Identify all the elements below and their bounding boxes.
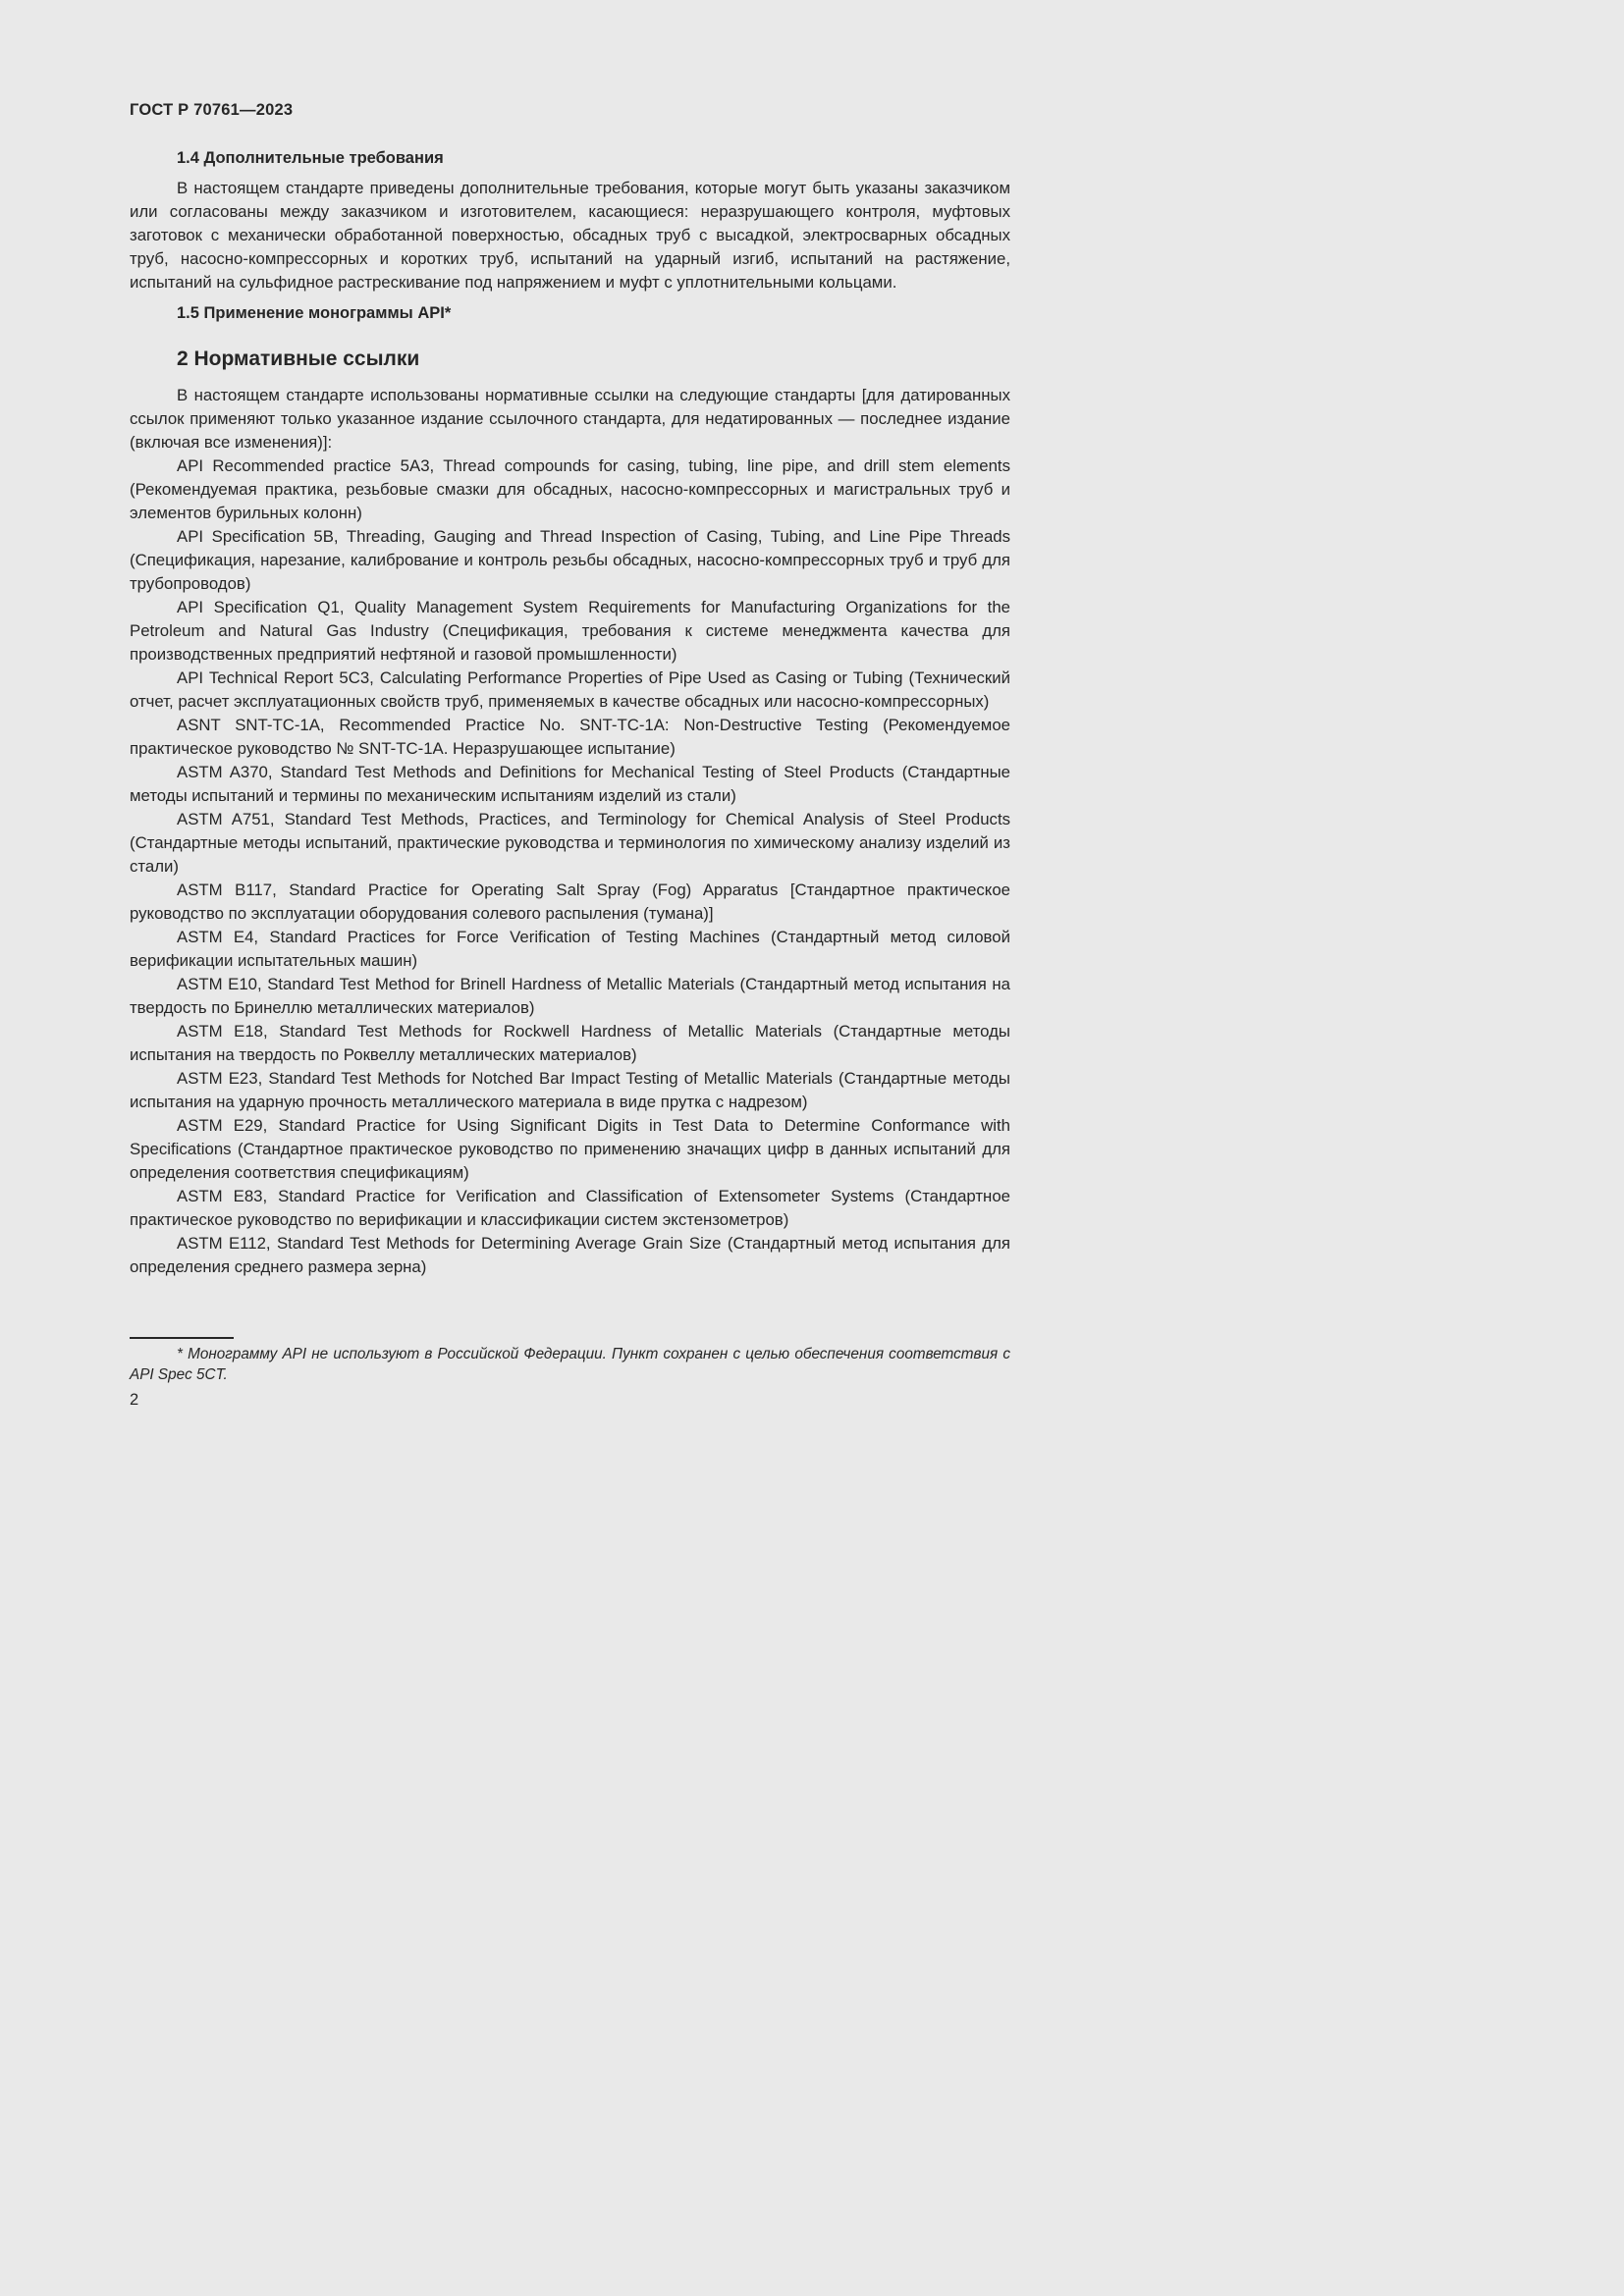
reference-item: API Technical Report 5C3, Calculating Performance Properties of Pipe Used as Casing or Tubing (Технический отчет, расчет эксплуатационных свойств труб, применяемых в качестве обсадных или насосно-компрессорных) [130, 668, 1010, 711]
page-number: 2 [130, 1391, 139, 1409]
reference-item: ASTM E4, Standard Practices for Force Verification of Testing Machines (Стандартный метод силовой верификации испытательных машин) [130, 928, 1010, 970]
section-1-4-heading: 1.4 Дополнительные требования [177, 149, 444, 167]
reference-item: ASTM E18, Standard Test Methods for Rockwell Hardness of Metallic Materials (Стандартные методы испытания на твердость по Роквеллу металлических материалов) [130, 1022, 1010, 1064]
standard-code-header: ГОСТ Р 70761—2023 [130, 101, 294, 119]
reference-item: API Specification Q1, Quality Management System Requirements for Manufacturing Organizations for the Petroleum and Natural Gas Industry (Спецификация, требования к системе менеджмента качества для производственных предприятий нефтяной и газовой промышленности) [130, 598, 1010, 664]
footnote [130, 1337, 1010, 1385]
section-1-4-text: В настоящем стандарте приведены дополнительные требования, которые могут быть указаны заказчиком или согласованы между заказчиком и изготовителем, касающиеся: неразрушающего контроля, муфтовых заготовок с механически обработанной поверхностью, обсадных труб с высадкой, электросварных обсадных труб, насосно-компрессорных и коротких труб, испытаний на ударный изгиб, испытаний на растяжение, испытаний на сульфидное растрескивание под напряжением и муфт с уплотнительными кольцами. [130, 179, 1010, 292]
document-page [130, 98, 1010, 1279]
footnote-separator [130, 1337, 234, 1339]
reference-item: ASTM A370, Standard Test Methods and Definitions for Mechanical Testing of Steel Products (Стандартные методы испытаний и термины по механическим испытаниям изделий из стали) [130, 763, 1010, 805]
footnote-text: * Монограмму API не используют в Российской Федерации. Пункт сохранен с целью обеспечения соответствия с API Spec 5CT. [130, 1346, 1010, 1383]
reference-item: ASTM E29, Standard Practice for Using Significant Digits in Test Data to Determine Conformance with Specifications (Стандартное практическое руководство по применению значащих цифр в данных испытаний для определения соответствия спецификациям) [130, 1116, 1010, 1182]
section-2-intro: В настоящем стандарте использованы нормативные ссылки на следующие стандарты [для датированных ссылок применяют только указанное издание ссылочного стандарта, для недатированных — последнее издание (включая все изменения)]: [130, 386, 1010, 452]
reference-item: API Recommended practice 5A3, Thread compounds for casing, tubing, line pipe, and drill stem elements (Рекомендуемая практика, резьбовые смазки для обсадных, насосно-компрессорных и магистральных труб и элементов бурильных колонн) [130, 456, 1010, 522]
section-1-5-heading: 1.5 Применение монограммы API* [177, 304, 452, 322]
reference-item: API Specification 5B, Threading, Gauging and Thread Inspection of Casing, Tubing, and Line Pipe Threads (Спецификация, нарезание, калибрование и контроль резьбы обсадных, насосно-компрессорных труб и труб для трубопроводов) [130, 527, 1010, 593]
reference-item: ASTM A751, Standard Test Methods, Practices, and Terminology for Chemical Analysis of Steel Products (Стандартные методы испытаний, практические руководства и терминология по химическому анализу изделий из стали) [130, 810, 1010, 876]
reference-item: ASTM B117, Standard Practice for Operating Salt Spray (Fog) Apparatus [Стандартное практическое руководство по эксплуатации оборудования солевого распыления (тумана)] [130, 881, 1010, 923]
reference-item: ASTM E23, Standard Test Methods for Notched Bar Impact Testing of Metallic Materials (Стандартные методы испытания на ударную прочность металлического материала в виде прутка с надрезом) [130, 1069, 1010, 1111]
reference-item: ASNT SNT-TC-1A, Recommended Practice No. SNT-TC-1A: Non-Destructive Testing (Рекомендуемое практическое руководство № SNT-TC-1A. Неразрушающее испытание) [130, 716, 1010, 758]
reference-item: ASTM E10, Standard Test Method for Brinell Hardness of Metallic Materials (Стандартный метод испытания на твердость по Бринеллю металлических материалов) [130, 975, 1010, 1017]
references-list [130, 454, 1010, 1279]
reference-item: ASTM E83, Standard Practice for Verification and Classification of Extensometer Systems (Стандартное практическое руководство по верификации и классификации систем экстензометров) [130, 1187, 1010, 1229]
reference-item: ASTM E112, Standard Test Methods for Determining Average Grain Size (Стандартный метод испытания для определения среднего размера зерна) [130, 1234, 1010, 1276]
section-2-heading: 2 Нормативные ссылки [177, 347, 420, 370]
